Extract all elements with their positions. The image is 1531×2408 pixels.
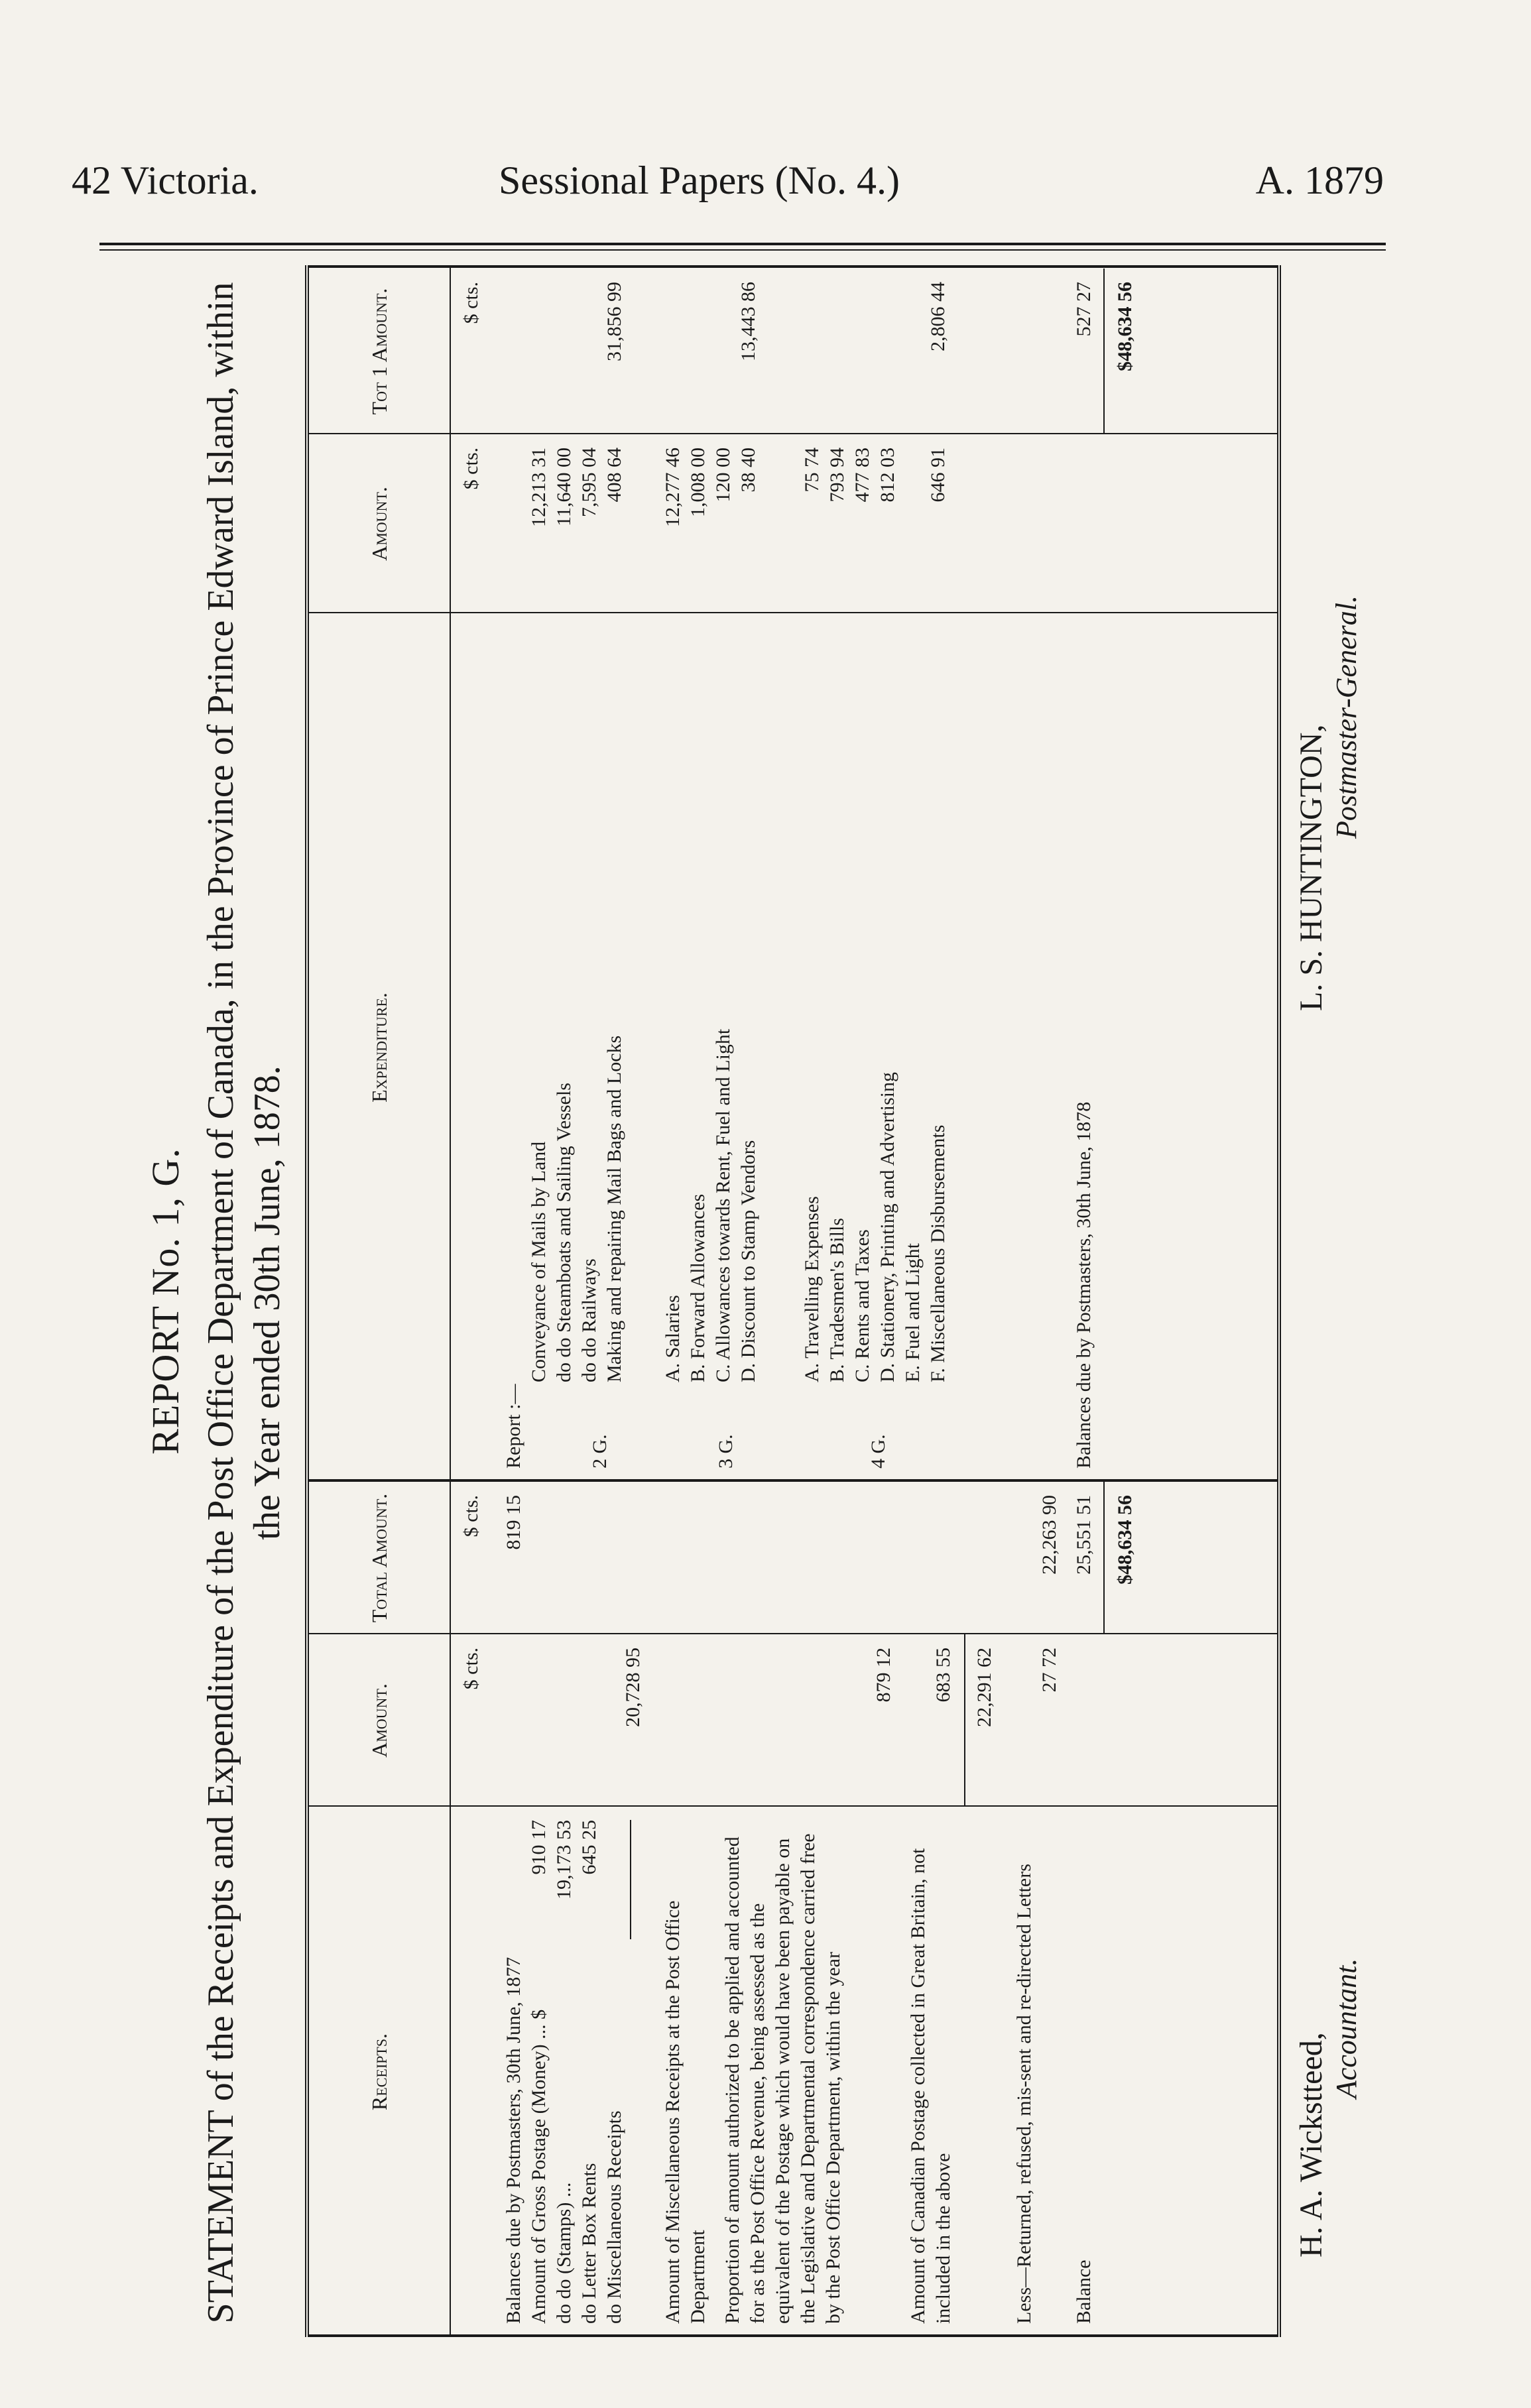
col-head-expenditure: Expenditure. <box>367 993 391 1103</box>
report-title: REPORT No. 1, G. <box>144 1148 187 1455</box>
total-rule <box>1103 269 1105 434</box>
col-head-tot1-amount: Tot 1 Amount. <box>367 288 391 415</box>
exp-balances-due: Balances due by Postmasters, 30th June, 1878 <box>1073 1101 1095 1469</box>
exp-2g-item: do do Railways <box>578 1258 600 1382</box>
receipt-less-total: 22,263 90 <box>1038 1495 1060 1575</box>
exp-balances-due-total: 527 27 <box>1073 282 1095 337</box>
receipt-proportion: Proportion of amount authorized to be applied and accounted for as the Post Office Revenue, being assessed as the equivalent of the Postage which would have been payable on the Legislative and Departmental correspondence carried free by the Post Office Department, within the year <box>721 1833 844 2324</box>
receipt-balance-total: 25,551 51 <box>1073 1495 1095 1575</box>
col-head-receipts: Receipts. <box>367 2033 391 2111</box>
receipt-letter-box: do Letter Box Rents <box>578 2163 600 2324</box>
signature-postmaster-general <box>1293 595 1363 1011</box>
postmaster-general-title: Postmaster-General. <box>1330 595 1363 839</box>
unit-label: $ cts. <box>460 448 482 490</box>
col-head-amount-exp: Amount. <box>367 487 391 561</box>
col-divider-center <box>309 1479 1277 1482</box>
receipt-misc-amount: 20,728 95 <box>622 1648 644 1727</box>
receipt-gross-stamps: do do (Stamps) ... <box>553 2182 575 2324</box>
receipt-letter-box-value: 645 25 <box>578 1820 600 1875</box>
exp-3g-amount: 1,008 00 <box>687 448 709 517</box>
col-head-total-amount: Total Amount. <box>367 1493 391 1623</box>
exp-2g-amount: 408 64 <box>603 448 625 503</box>
statement-table <box>305 265 1281 2337</box>
header-rule <box>99 243 1386 245</box>
exp-4g-item: C. Rents and Taxes <box>851 1229 873 1382</box>
exp-4g-item: F. Miscellaneous Disbursements <box>927 1124 949 1382</box>
running-header-papers: Sessional Papers (No. 4.) <box>499 158 900 202</box>
running-header-year: A. 1879 <box>1255 158 1384 202</box>
exp-3g-amount: 120 00 <box>712 448 734 503</box>
unit-label: $ cts. <box>460 1648 482 1690</box>
running-header-session: 42 Victoria. <box>72 158 259 202</box>
unit-label: $ cts. <box>460 1495 482 1537</box>
exp-2g-amount: 11,640 00 <box>553 448 575 526</box>
group-2g: 2 G. <box>589 1434 611 1469</box>
receipt-gross-stamps-value: 19,173 53 <box>553 1820 575 1899</box>
subtotal-rule <box>964 1634 965 1807</box>
exp-4g-total: 2,806 44 <box>927 282 949 351</box>
receipt-canadian-postage-amount: 683 55 <box>932 1648 954 1703</box>
receipt-gross-money-value: 910 17 <box>528 1820 550 1875</box>
accountant-name: H. A. Wickstteed, <box>1294 2032 1329 2258</box>
col-divider <box>309 433 1277 434</box>
group-3g: 3 G. <box>715 1434 737 1469</box>
subtotal-rule <box>630 1820 631 1939</box>
receipt-misc-po: Amount of Miscellaneous Receipts at the Post Office Department <box>662 1900 709 2324</box>
exp-4g-item: A. Travelling Expenses <box>801 1196 823 1382</box>
receipt-less: Less—Returned, refused, mis-sent and re-directed Letters <box>1013 1864 1035 2324</box>
col-divider <box>309 612 1277 613</box>
exp-2g-total: 31,856 99 <box>603 282 625 361</box>
receipt-balances-due-total: 819 15 <box>503 1495 524 1550</box>
exp-grand-total: $48,634 56 <box>1114 282 1136 371</box>
statement-title: STATEMENT of the Receipts and Expenditure of the Post Office Department of Canada, in the Province of Prince Edward Island, within the Year ended 30th June, 1878. <box>200 282 288 2324</box>
exp-4g-amount: 646 91 <box>927 448 949 503</box>
receipt-gross-money: Amount of Gross Postage (Money) ... $ <box>528 2009 550 2324</box>
exp-4g-item: B. Tradesmen's Bills <box>826 1218 848 1382</box>
exp-4g-amount: 812 03 <box>877 448 898 503</box>
exp-2g-item: Conveyance of Mails by Land <box>528 1141 550 1382</box>
signature-accountant <box>1293 1958 1363 2258</box>
receipt-balances-due: Balances due by Postmasters, 30th June, 1877 <box>503 1957 524 2324</box>
col-divider <box>309 1805 1277 1807</box>
unit-label: $ cts. <box>460 282 482 324</box>
exp-3g-amount: 12,277 46 <box>662 448 684 527</box>
group-4g: 4 G. <box>867 1434 889 1469</box>
rotated-statement <box>99 265 1392 2337</box>
exp-2g-item: Making and repairing Mail Bags and Locks <box>603 1035 625 1382</box>
exp-2g-item: do do Steamboats and Sailing Vessels <box>553 1083 575 1382</box>
exp-2g-amount: 12,213 31 <box>528 448 550 527</box>
exp-3g-item: A. Salaries <box>662 1295 684 1382</box>
receipt-grand-total: $48,634 56 <box>1114 1495 1136 1585</box>
accountant-title: Accountant. <box>1330 1958 1363 2098</box>
col-head-amount: Amount. <box>367 1683 391 1758</box>
header-rule-2 <box>99 249 1386 251</box>
exp-4g-amount: 793 94 <box>826 448 848 503</box>
receipt-misc: do Miscellaneous Receipts <box>603 2110 625 2324</box>
total-rule <box>1103 1482 1105 1634</box>
expenditure-report: Report :— <box>503 1384 524 1469</box>
exp-3g-total: 13,443 86 <box>737 282 759 361</box>
exp-4g-amount: 75 74 <box>801 448 823 493</box>
exp-4g-item: E. Fuel and Light <box>902 1243 924 1382</box>
exp-2g-amount: 7,595 04 <box>578 448 600 517</box>
receipt-canadian-postage: Amount of Canadian Postage collected in Great Britain, not included in the above <box>907 1848 954 2324</box>
exp-3g-item: C. Allowances towards Rent, Fuel and Light <box>712 1028 734 1382</box>
exp-3g-item: D. Discount to Stamp Vendors <box>737 1140 759 1382</box>
col-divider <box>309 1633 1277 1634</box>
exp-4g-item: D. Stationery, Printing and Advertising <box>877 1071 898 1382</box>
exp-3g-item: B. Forward Allowances <box>687 1193 709 1382</box>
receipt-subtotal: 22,291 62 <box>973 1648 995 1727</box>
table-border-right <box>309 265 1277 268</box>
receipt-proportion-amount: 879 12 <box>873 1648 894 1703</box>
receipt-less-amount: 27 72 <box>1038 1648 1060 1693</box>
receipt-balance: Balance <box>1073 2259 1095 2324</box>
exp-3g-amount: 38 40 <box>737 448 759 493</box>
exp-4g-amount: 477 83 <box>851 448 873 503</box>
header-underline <box>450 265 451 2337</box>
postmaster-general-name: L. S. HUNTINGTON, <box>1294 724 1329 1011</box>
table-border-left <box>309 2334 1277 2337</box>
